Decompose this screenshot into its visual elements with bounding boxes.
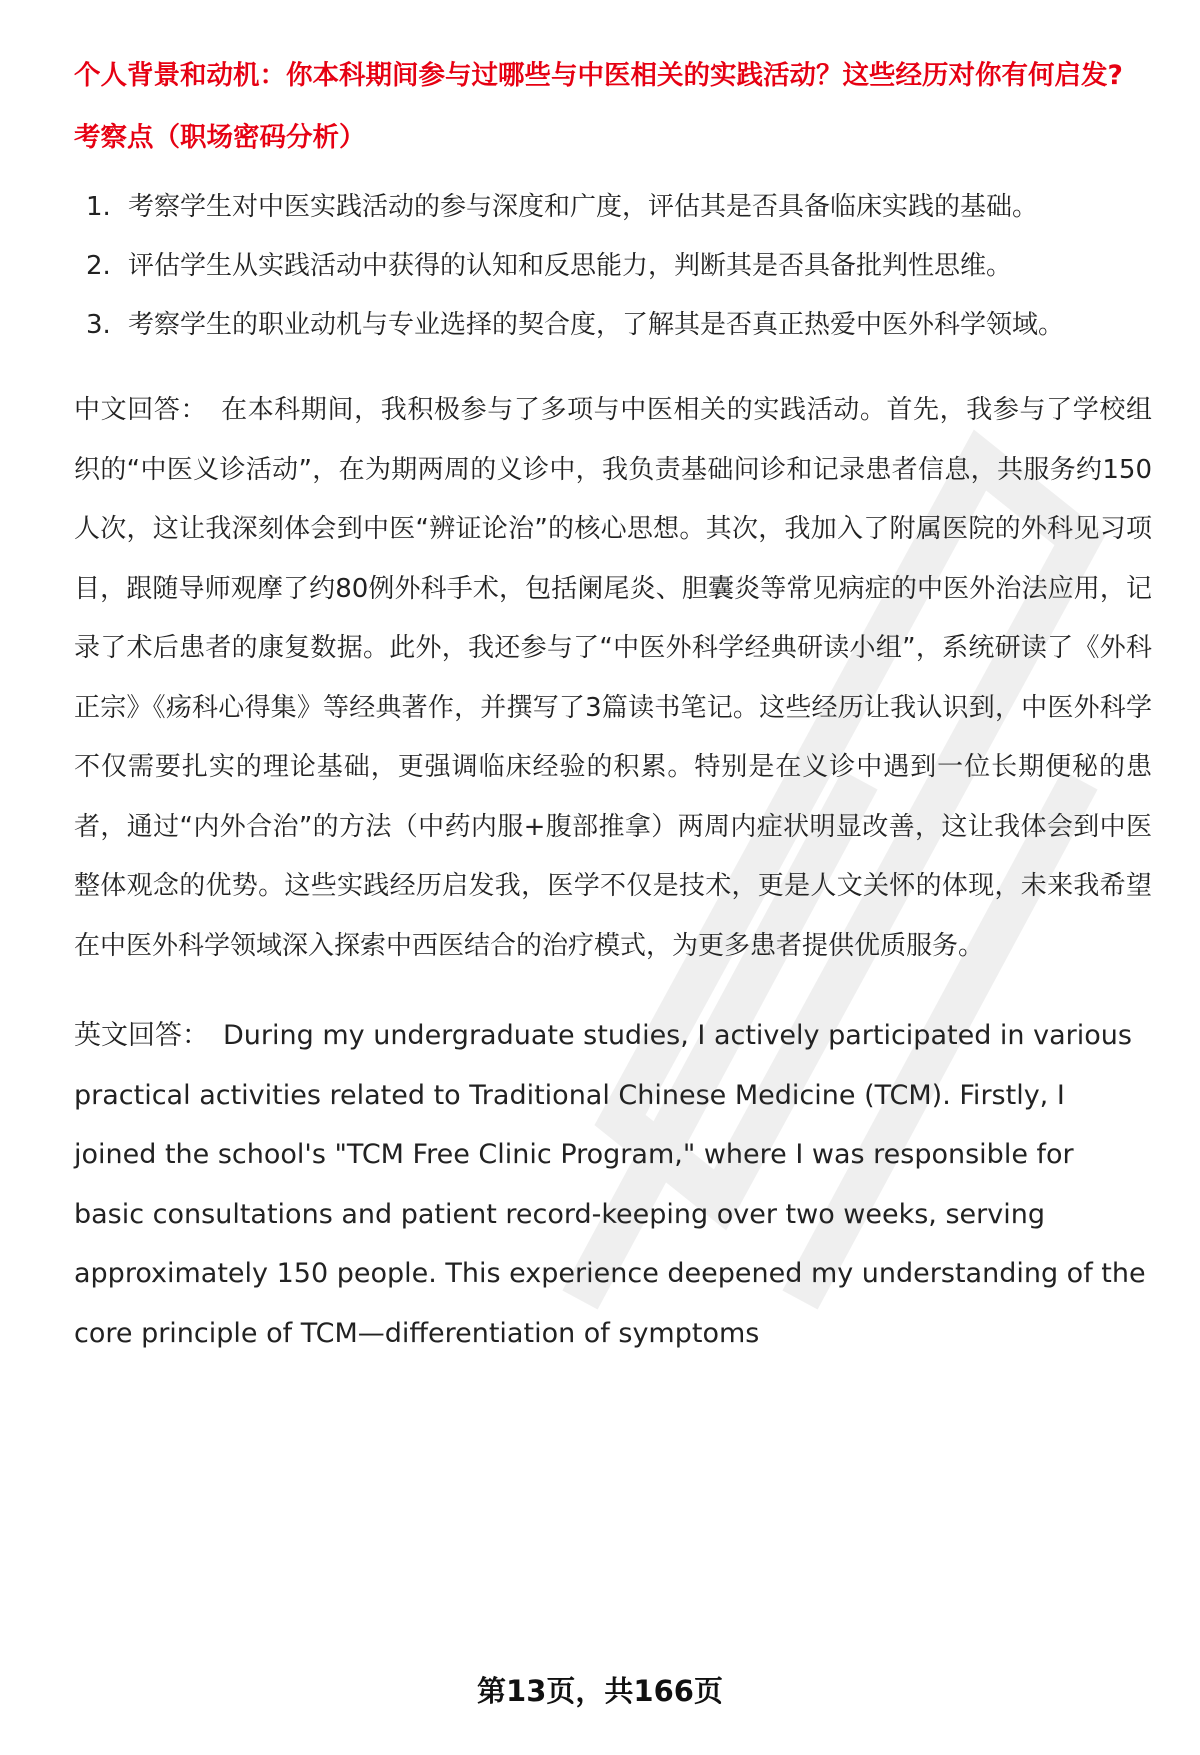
- document-page: [74, 56, 1152, 1363]
- assessment-points-list: [74, 178, 1152, 355]
- english-answer-text: During my undergraduate studies, I actively participated in various practical activities related to Traditional Chinese Medicine (TCM). Firstly, I joined the school's "TCM Free Clinic Program," where I was responsible for basic consultations and patient record-keeping over two weeks, serving approximately 150 people. This experience deepened my understanding of the core principle of TCM—differentiation of symptoms: [74, 1020, 1146, 1349]
- list-item-text: 考察学生的职业动机与专业选择的契合度，了解其是否真正热爱中医外科学领域。: [128, 310, 1065, 340]
- english-answer-label: 英文回答：: [74, 1020, 209, 1051]
- chinese-answer-label: 中文回答：: [74, 395, 208, 425]
- list-item-number: 1.: [86, 192, 111, 222]
- chinese-answer-paragraph: [74, 381, 1152, 976]
- chinese-answer-text: 在本科期间，我积极参与了多项与中医相关的实践活动。首先，我参与了学校组织的“中医义诊活动”，在为期两周的义诊中，我负责基础问诊和记录患者信息，共服务约150人次，这让我深刻体会到中医“辨证论治”的核心思想。其次，我加入了附属医院的外科见习项目，跟随导师观摩了约80例外科手术，包括阑尾炎、胆囊炎等常见病症的中医外治法应用，记录了术后患者的康复数据。此外，我还参与了“中医外科学经典研读小组”，系统研读了《外科正宗》《疡科心得集》等经典著作，并撰写了3篇读书笔记。这些经历让我认识到，中医外科学不仅需要扎实的理论基础，更强调临床经验的积累。特别是在义诊中遇到一位长期便秘的患者，通过“内外合治”的方法（中药内服+腹部推拿）两周内症状明显改善，这让我体会到中医整体观念的优势。这些实践经历启发我，医学不仅是技术，更是人文关怀的体现，未来我希望在中医外科学领域深入探索中西医结合的治疗模式，为更多患者提供优质服务。: [74, 395, 1152, 961]
- list-item-number: 3.: [86, 310, 111, 340]
- english-answer-paragraph: [74, 1006, 1152, 1363]
- list-item-number: 2.: [86, 251, 111, 281]
- section-title: 考察点（职场密码分析）: [74, 122, 366, 153]
- question-heading: 个人背景和动机：你本科期间参与过哪些与中医相关的实践活动？这些经历对你有何启发?: [74, 60, 1123, 91]
- list-item-text: 考察学生对中医实践活动的参与深度和广度，评估其是否具备临床实践的基础。: [128, 192, 1039, 222]
- page-number-footer: 第13页，共166页: [477, 1674, 723, 1708]
- list-item: [74, 178, 1152, 237]
- list-item-text: 评估学生从实践活动中获得的认知和反思能力，判断其是否具备批判性思维。: [128, 251, 1013, 281]
- list-item: [74, 237, 1152, 296]
- list-item: [74, 296, 1152, 355]
